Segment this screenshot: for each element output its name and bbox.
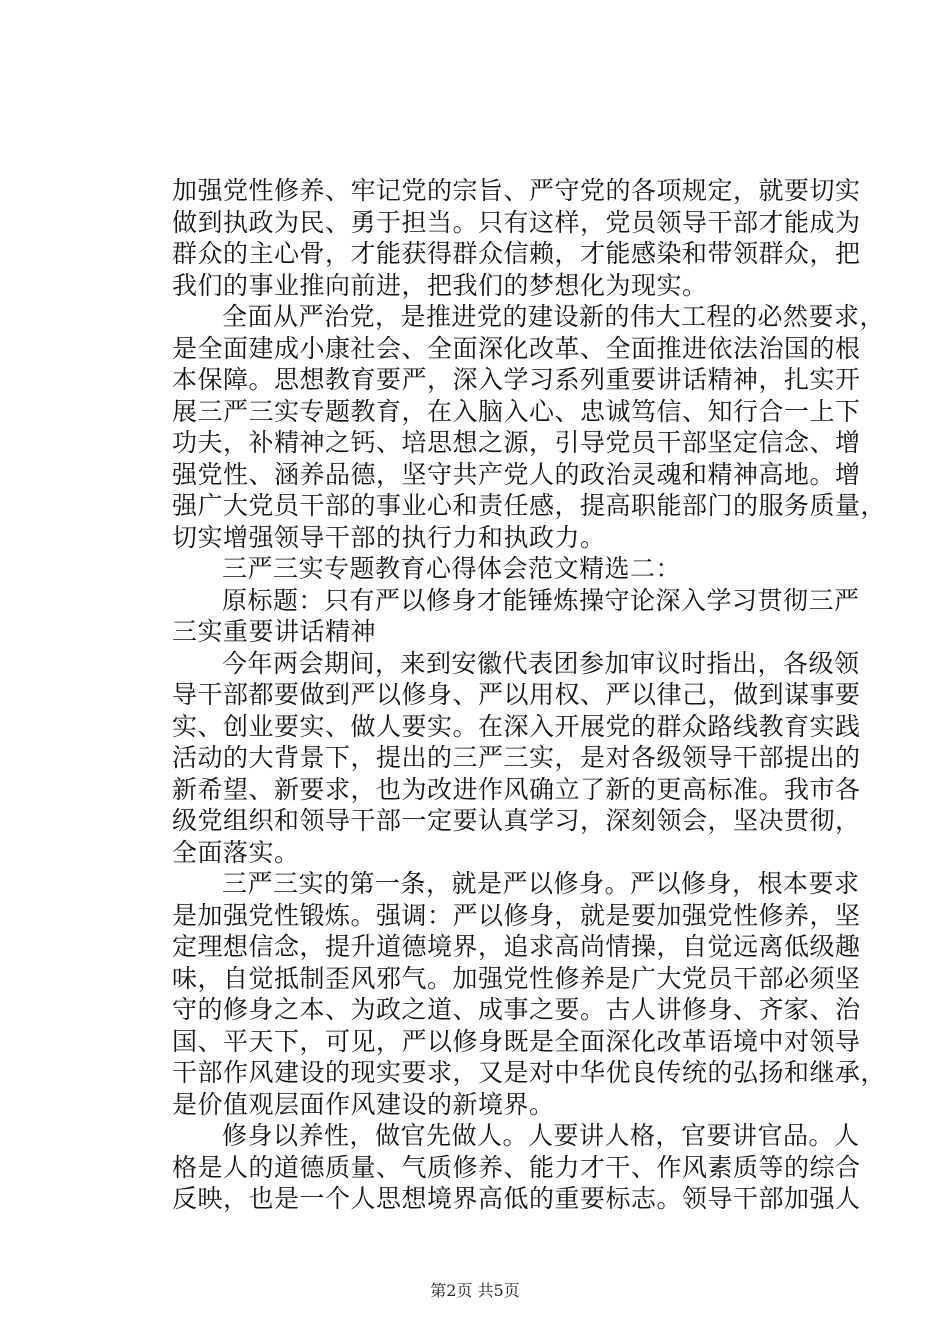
text-line: 定理想信念，提升道德境界，追求高尚情操，自觉远离低级趣 [172,932,861,961]
text-line: 国、平天下，可见，严以修身既是全面深化改革语境中对领导 [172,1026,861,1056]
section-heading-line: 三严三实专题教育心得体会范文精选二： [222,554,682,583]
text-line: 是全面建成小康社会、全面深化改革、全面推进依法治国的根 [172,333,861,363]
text-line: 格是人的道德质量、气质修养、能力才干、作风素质等的综合 [172,1152,861,1182]
text-line: 强广大党员干部的事业心和责任感，提高职能部门的服务质量， [172,491,887,520]
text-line: 加强党性修养、牢记党的宗旨、严守党的各项规定，就要切实 [172,176,861,205]
text-line: 本保障。思想教育要严，深入学习系列重要讲话精神，扎实开 [172,365,861,394]
text-line: 我们的事业推向前进，把我们的梦想化为现实。 [172,270,708,300]
text-line: 活动的大背景下，提出的三严三实，是对各级领导干部提出的 [172,743,861,772]
text-line: 守的修身之本、为政之道、成事之要。古人讲修身、齐家、治 [172,995,861,1024]
text-line: 实、创业要实、做人要实。在深入开展党的群众路线教育实践 [172,711,861,741]
paragraph-start-line: 修身以养性，做官先做人。人要讲人格，官要讲官品。人 [222,1121,860,1150]
text-line: 功夫，补精神之钙、培思想之源，引导党员干部坚定信念、增 [172,428,861,457]
text-line: 三实重要讲话精神 [172,617,377,646]
paragraph-start-line: 今年两会期间，来到安徽代表团参加审议时指出，各级领 [222,648,860,678]
text-line: 新希望、新要求，也为改进作风确立了新的更高标准。我市各 [172,774,861,804]
text-line: 全面落实。 [172,837,300,867]
text-line: 是加强党性锻炼。强调：严以修身，就是要加强党性修养，坚 [172,900,861,930]
text-line: 是价值观层面作风建设的新境界。 [172,1089,555,1119]
text-line: 做到执政为民、勇于担当。只有这样，党员领导干部才能成为 [172,207,861,237]
body-text [172,175,887,1215]
text-line: 切实增强领导干部的执行力和执政力。 [172,522,606,552]
text-line: 强党性、涵养品德，坚守共产党人的政治灵魂和精神高地。增 [172,459,861,489]
text-line: 级党组织和领导干部一定要认真学习，深刻领会，坚决贯彻， [172,806,861,835]
text-line: 导干部都要做到严以修身、严以用权、严以律己，做到谋事要 [172,680,861,709]
page-number-footer: 第2页 共5页 [430,1281,520,1300]
text-line: 味，自觉抵制歪风邪气。加强党性修养是广大党员干部必须坚 [172,963,861,993]
text-line: 群众的主心骨，才能获得群众信赖，才能感染和带领群众，把 [172,239,861,268]
paragraph-start-line: 三严三实的第一条，就是严以修身。严以修身，根本要求 [222,869,860,898]
text-line: 干部作风建设的现实要求，又是对中华优良传统的弘扬和继承， [172,1058,887,1087]
paragraph-start-line: 全面从严治党，是推进党的建设新的伟大工程的必然要求， [222,302,886,331]
original-title-line: 原标题：只有严以修身才能锤炼操守论深入学习贯彻三严 [222,585,860,615]
text-line: 反映，也是一个人思想境界高低的重要标志。领导干部加强人 [172,1184,861,1213]
text-line: 展三严三实专题教育，在入脑入心、忠诚笃信、知行合一上下 [172,396,861,426]
